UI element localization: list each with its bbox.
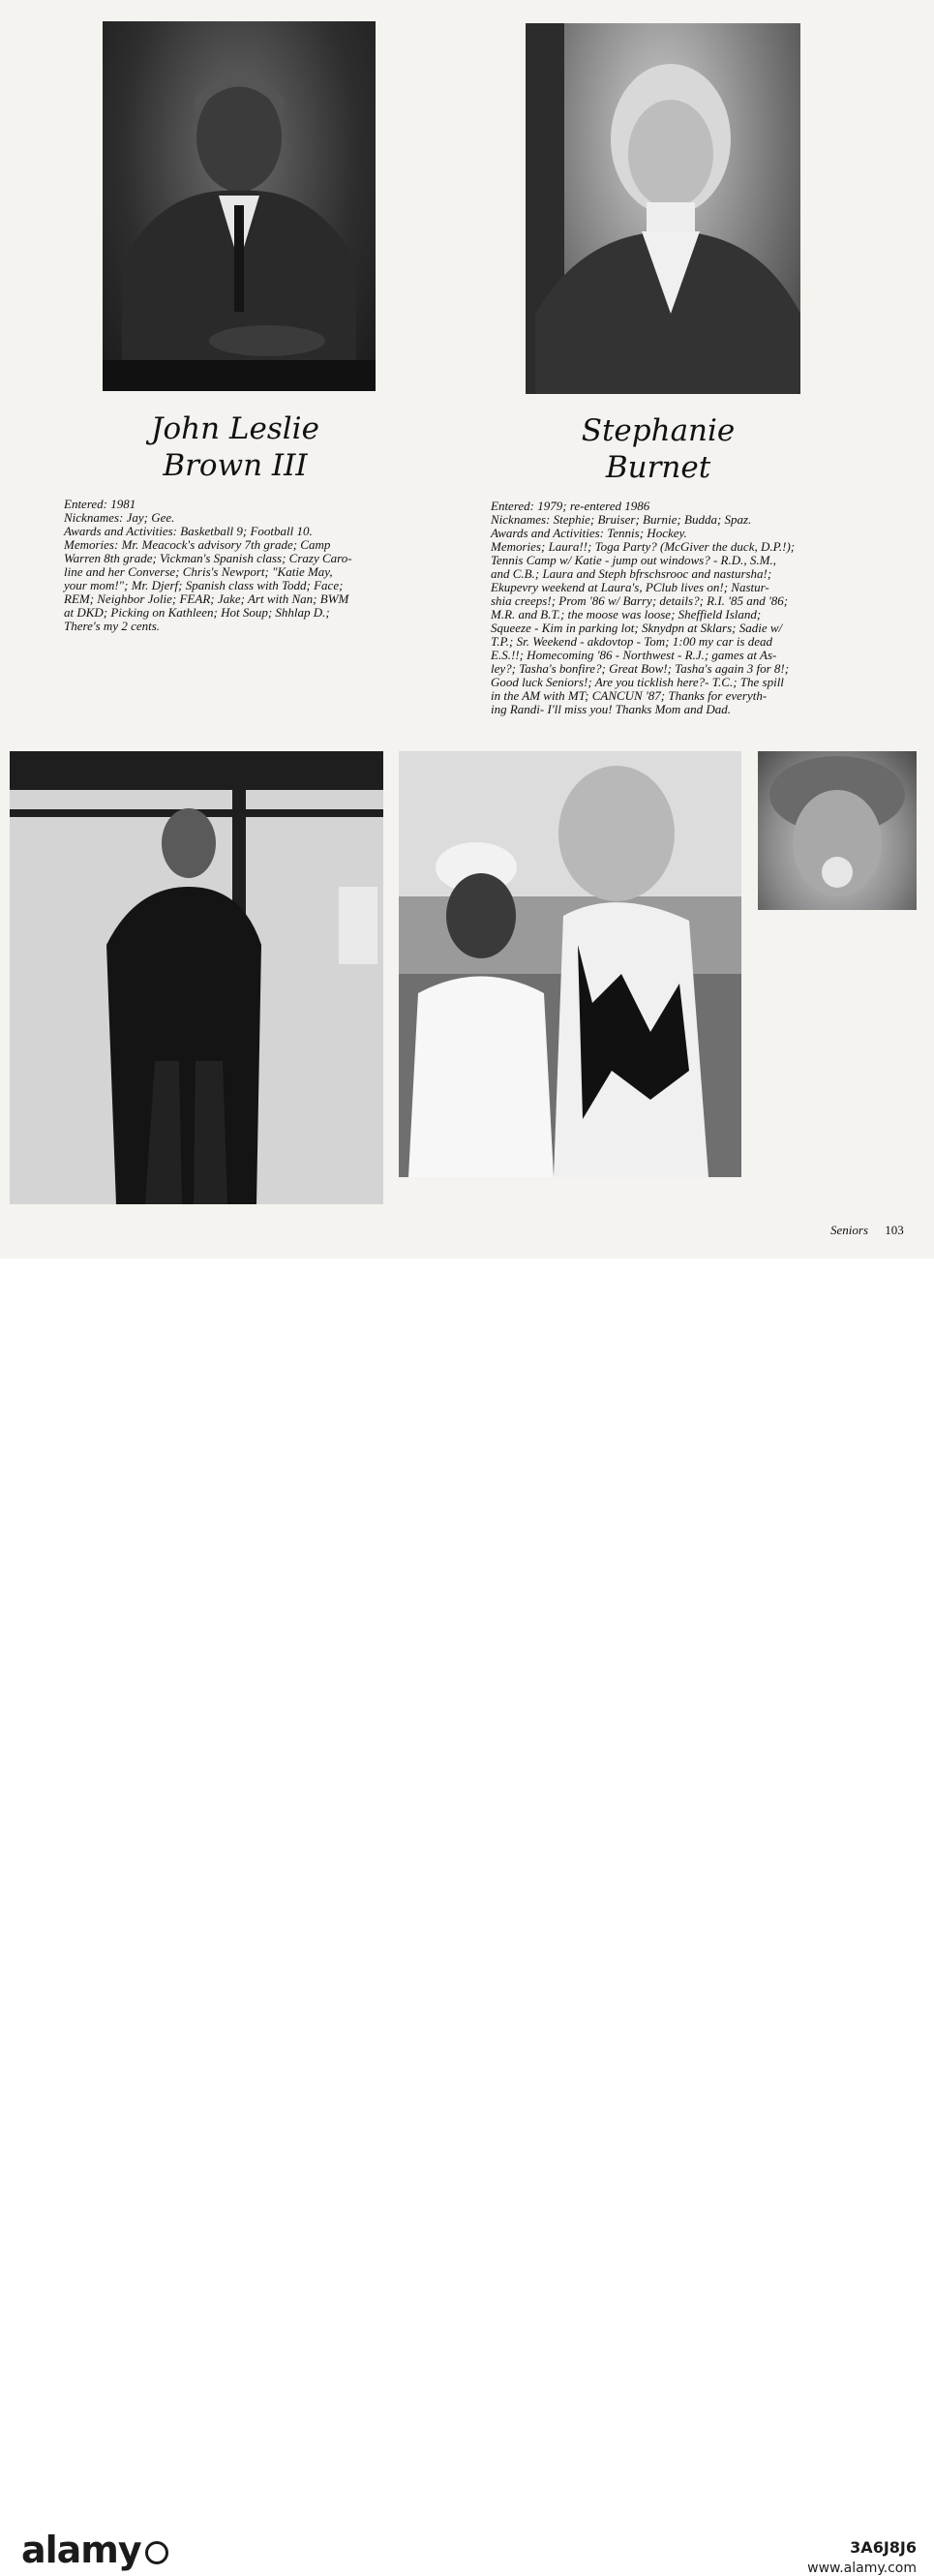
bio-line: ley?; Tasha's bonfire?; Great Bow!; Tasha's again 3 for 8!; xyxy=(491,661,790,676)
page-folio xyxy=(830,1223,904,1238)
candid-photo-bubble-gum xyxy=(758,751,917,910)
bio-line: M.R. and B.T.; the moose was loose; Sheffield Island; xyxy=(491,607,762,621)
bio-line: Awards and Activities: Basketball 9; Football 10. xyxy=(64,524,313,538)
bio-line: Nicknames: Jay; Gee. xyxy=(64,510,175,525)
bio-line: Entered: 1981 xyxy=(64,497,136,511)
bio-line: ing Randi- I'll miss you! Thanks Mom and Dad. xyxy=(491,702,731,716)
bio-line: Nicknames: Stephie; Bruiser; Burnie; Budda; Spaz. xyxy=(491,512,752,527)
section-label: Seniors xyxy=(830,1223,868,1237)
watermark-info xyxy=(807,2538,917,2576)
watermark-banner xyxy=(0,1258,934,2576)
bio-line: at DKD; Picking on Kathleen; Hot Soup; Shhlap D.; xyxy=(64,605,330,620)
bio-line: Awards and Activities: Tennis; Hockey. xyxy=(491,526,687,540)
bio-line: E.S.!!; Homecoming '86 - Northwest - R.J.; games at As- xyxy=(491,648,777,662)
watermark-url: www.alamy.com xyxy=(807,2561,917,2576)
name-line: Stephanie xyxy=(581,413,736,448)
bio-line: and C.B.; Laura and Steph bfrschsrooc and nastursha!; xyxy=(491,566,772,581)
bio-line: There's my 2 cents. xyxy=(64,619,161,633)
bio-line: REM; Neighbor Jolie; FEAR; Jake; Art with Nan; BWM xyxy=(64,591,349,606)
bio-line: Entered: 1979; re-entered 1986 xyxy=(491,499,650,513)
candid-photo-leather-jacket xyxy=(10,751,383,1204)
senior-name-stephanie xyxy=(537,412,779,486)
bio-line: line and her Converse; Chris's Newport; "Katie May, xyxy=(64,564,333,579)
senior-portrait-john xyxy=(103,21,376,391)
page-number: 103 xyxy=(885,1223,904,1237)
bio-line: Good luck Seniors!; Are you ticklish here?- T.C.; The spill xyxy=(491,675,784,689)
senior-bio-stephanie xyxy=(491,500,810,716)
bio-line: in the AM with MT; CANCUN '87; Thanks for everyth- xyxy=(491,688,768,703)
bio-line: Ekupevry weekend at Laura's, PClub lives on!; Nastur- xyxy=(491,580,769,594)
senior-name-john xyxy=(114,410,356,484)
candid-photo-boy-and-woman xyxy=(399,751,741,1177)
image-id: 3A6J8J6 xyxy=(850,2538,917,2557)
name-line: John Leslie xyxy=(151,411,319,446)
bio-line: your mom!"; Mr. Djerf; Spanish class with Todd; Face; xyxy=(64,578,344,592)
bio-line: shia creeps!; Prom '86 w/ Barry; details?; R.I. '85 and '86; xyxy=(491,593,789,608)
name-line: Brown III xyxy=(163,448,308,483)
yearbook-page xyxy=(0,0,934,1258)
senior-portrait-stephanie xyxy=(526,23,800,394)
alamy-logo xyxy=(21,2529,168,2571)
bio-line: Warren 8th grade; Vickman's Spanish class; Crazy Caro- xyxy=(64,551,352,565)
bio-line: T.P.; Sr. Weekend - akdovtop - Tom; 1:00 my car is dead xyxy=(491,634,773,649)
alamy-circle-icon xyxy=(145,2541,168,2564)
name-line: Burnet xyxy=(605,450,711,485)
bio-line: Squeeze - Kim in parking lot; Sknydpn at Sklars; Sadie w/ xyxy=(491,621,783,635)
senior-bio-john xyxy=(64,498,403,633)
brand-text: alamy xyxy=(21,2529,141,2571)
bio-line: Tennis Camp w/ Katie - jump out windows? - R.D., S.M., xyxy=(491,553,776,567)
bio-line: Memories; Laura!!; Toga Party? (McGiver the duck, D.P.!); xyxy=(491,539,796,554)
bio-line: Memories: Mr. Meacock's advisory 7th grade; Camp xyxy=(64,537,331,552)
